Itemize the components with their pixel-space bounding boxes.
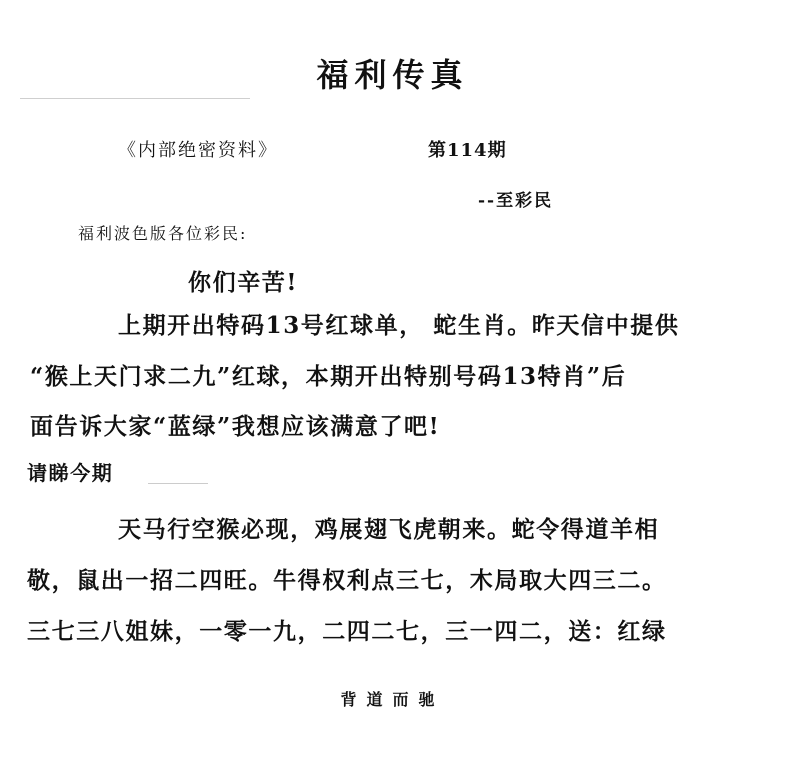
letter-line-3: “猴上天门求二九”红球，本期开出特别号码13特肖”后: [30, 363, 627, 390]
letter-line-1: 你们辛苦!: [188, 269, 299, 296]
signature-line: --至彩民: [478, 191, 554, 211]
title-underline-divider: [20, 98, 250, 99]
document-title: 福利传真: [316, 56, 469, 94]
letter-line-5: 请睇今期: [27, 461, 114, 485]
letter-line-7: 敬，鼠出一招二四旺。牛得权利点三七，木局取大四三二。: [27, 567, 667, 594]
issue-number: 第114期: [428, 140, 507, 161]
letter-line-4: 面告诉大家“蓝绿”我想应该满意了吧!: [30, 413, 441, 440]
letter-line-2: 上期开出特码13号红球单， 蛇生肖。昨天信中提供: [118, 312, 680, 339]
letter-line-8: 三七三八姐妹，一零一九，二四二七，三一四二，送：红绿: [27, 618, 667, 645]
document-subtitle: 《内部绝密资料》: [118, 140, 278, 161]
letter-greeting: 福利波色版各位彩民:: [78, 224, 248, 243]
footer-title: 背道而驰: [340, 690, 445, 709]
letter-line-6: 天马行空猴必现，鸡展翅飞虎朝来。蛇令得道羊相: [118, 516, 660, 543]
short-divider: [148, 483, 208, 484]
